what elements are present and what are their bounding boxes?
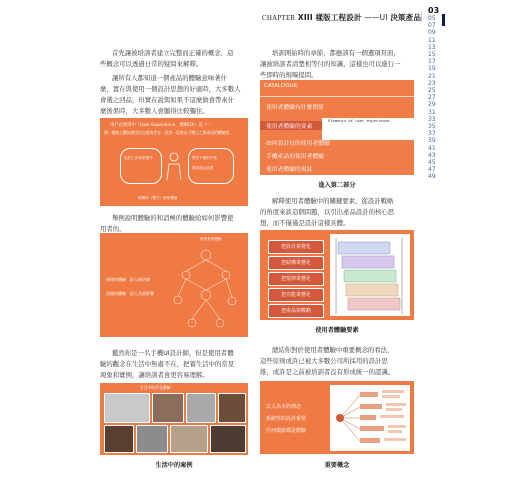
right-paragraph-3 xyxy=(260,345,420,378)
left-paragraph-2 xyxy=(100,73,260,117)
illustration-text: 用戶在使用中（User Experience，簡稱UX）是（一 xyxy=(110,123,212,128)
page-index-number: 27 xyxy=(428,94,436,102)
text-line: 讓被培訓者清楚相等付的知識，這樣也可以進行一 xyxy=(260,60,401,68)
text-line: 驗的觀念在生活中無處不在，把養生活中的常見 xyxy=(100,360,235,368)
catalogue-item: 手機產品的使用者體驗 xyxy=(266,154,324,160)
text-line: 些概念可以透過日常的疑問來解釋。 xyxy=(100,60,203,68)
text-line: 培訓開始時的章節，都應該有一個遺項頁面， xyxy=(272,49,400,57)
key-concepts-slide xyxy=(260,381,414,454)
catalogue-slide xyxy=(260,80,414,175)
photo xyxy=(136,425,168,453)
photo xyxy=(104,425,134,453)
photo xyxy=(210,425,246,453)
elements-diagram xyxy=(330,234,410,316)
page-index-number: 09 xyxy=(428,29,436,37)
page-index-number: 13 xyxy=(428,43,436,51)
ui-label: UI xyxy=(379,13,388,22)
right-paragraph-1 xyxy=(260,48,420,81)
positive-experience-label: 積極的體驗 給人極快樂 xyxy=(106,277,150,282)
concept-label: 系統性的設計重要 xyxy=(266,416,307,422)
left-paragraph-1 xyxy=(100,48,260,70)
speech-bubble xyxy=(120,148,162,184)
page-index-number: 17 xyxy=(428,58,436,66)
collage-header: 生活中的常見體驗 xyxy=(140,385,171,390)
life-examples-collage xyxy=(100,383,248,455)
text-line: 維，或許是之前被培訓者沒有形成統一的認識。 xyxy=(260,368,395,376)
text-line: 用者的。 xyxy=(100,225,126,233)
catalogue-item: 使用者體驗的現狀 xyxy=(266,167,313,173)
ux-elements-slide xyxy=(260,230,414,320)
car-photo xyxy=(104,393,150,423)
catalogue-label: CATALOGUE xyxy=(264,83,298,89)
caption-key-concepts: 重要概念 xyxy=(324,462,350,469)
page-number-list xyxy=(428,15,442,181)
text-line: 麼，置在與使用一個設計思想的好處時，大多數人 xyxy=(100,85,241,93)
experience-comparison-illustration xyxy=(100,233,248,337)
page-index-number: 25 xyxy=(428,87,436,95)
caption-life-examples: 生活中的案例 xyxy=(155,462,193,469)
elements-label-stack xyxy=(268,240,324,316)
chapter-number: XIII xyxy=(297,13,313,22)
page-index-number: 39 xyxy=(428,137,436,145)
mindmap-diagram xyxy=(330,385,410,451)
catalogue-item-active: 使用者體驗的要素 xyxy=(260,121,322,130)
text-line: 總結你對於使用者體驗中重要概念的看法， xyxy=(272,346,394,354)
concept-label: 任何環節都是體驗 xyxy=(266,428,307,434)
network-diagram xyxy=(166,245,246,333)
active-item-panel xyxy=(322,118,414,140)
photo xyxy=(170,425,208,453)
text-line: 讓所有人都知道一個產品的體驗意味著什 xyxy=(112,74,228,82)
side-note: Elements of user experience xyxy=(328,120,390,124)
caption-elements: 使用者體驗要素 xyxy=(315,327,359,334)
left-paragraph-3 xyxy=(100,213,260,235)
catalogue-item: 使用者體驗有什麼價值 xyxy=(266,105,324,111)
concept-label: 以人為本的理念 xyxy=(266,404,302,410)
photo xyxy=(218,393,246,423)
chapter-label: CHAPTER xyxy=(262,14,296,22)
text-line: 想，而不僅僅是設計這樣具體。 xyxy=(260,219,350,227)
page-index-number: 23 xyxy=(428,79,436,87)
current-page-marker xyxy=(442,14,445,26)
page-index-number: 47 xyxy=(428,166,436,174)
text-line: 鑑然你是一名手機UI設計師，但是使用者體 xyxy=(112,349,234,357)
illustration-text: 個一種純主觀的感受而在使用者在一段用一段產品下體立之後形成的體驗性。 xyxy=(104,130,234,135)
negative-experience-label: 消極的體驗 給人負面影響 xyxy=(106,291,154,296)
header-divider xyxy=(421,12,422,22)
page-index-number: 15 xyxy=(428,51,436,59)
left-paragraph-4 xyxy=(100,348,260,381)
divider xyxy=(260,96,414,97)
ux-definition-illustration xyxy=(100,118,248,206)
bubble-text: 也許工作效率提升 xyxy=(124,156,153,160)
element-label: 把產品與戰略 xyxy=(268,304,324,318)
section-title: 決策產品 xyxy=(390,13,422,22)
illustration-footer: 時間的（雙方）使用價值 xyxy=(138,196,178,200)
page-index-number: 37 xyxy=(428,130,436,138)
page-index-number: 45 xyxy=(428,159,436,167)
element-label: 把結構業務化 xyxy=(268,256,324,270)
element-label: 把功能業務化 xyxy=(268,288,324,302)
running-header xyxy=(262,12,421,23)
text-line: 這些原則或許已被大多數公司所採用的設計思 xyxy=(260,357,388,365)
text-line: 些即時的規嘔提問。 xyxy=(260,71,318,79)
catalogue-item: 如何設計好的使用者體驗 xyxy=(266,141,330,147)
text-line: 現象和實例，讓培訓者會更容易理解。 xyxy=(100,371,209,379)
page-index-number: 07 xyxy=(428,22,436,30)
page-index-number: 29 xyxy=(428,101,436,109)
text-line: 解釋使用者體驗中的關鍵要素，從設計戰略 xyxy=(272,197,394,205)
right-paragraph-2 xyxy=(260,196,420,229)
photo xyxy=(152,393,184,423)
header-dash: —— xyxy=(364,13,380,22)
text-line: 舉例說明體驗的和消極的體驗給如何影響使 xyxy=(112,214,234,222)
current-page-number: 03 xyxy=(428,6,440,15)
text-line: 麼後果時，大多數人會顯得比較獨往。 xyxy=(100,107,209,115)
page-index-number: 11 xyxy=(428,36,436,44)
page-index-number: 21 xyxy=(428,72,436,80)
page-index-number: 35 xyxy=(428,123,436,131)
page-index-number: 31 xyxy=(428,108,436,116)
text-line: 會選之回品，但實在說與如果不這麼做會帶來什 xyxy=(100,96,235,104)
photo xyxy=(186,393,216,423)
text-line: 的角度來談這個問題，以引出產品設計的核心思 xyxy=(260,208,395,216)
caption-part-2: 進入第二部分 xyxy=(318,182,356,189)
page-index-number: 19 xyxy=(428,65,436,73)
illustration-header: 使用者的體驗 xyxy=(200,237,222,241)
bubble-text: 實在不要的不要 xyxy=(192,156,218,160)
bubble-text: 提高產品品質 xyxy=(192,166,214,170)
page-index-number: 41 xyxy=(428,144,436,152)
page-index-number: 33 xyxy=(428,115,436,123)
element-label: 把規律業務化 xyxy=(268,272,324,286)
chapter-title: 樣版工程設計 xyxy=(315,13,362,22)
text-line: 首先讓被培訓者建立完整而正確的概念，這 xyxy=(112,49,234,57)
page-index-number: 49 xyxy=(428,173,436,181)
person-icon xyxy=(164,152,184,182)
page-index xyxy=(428,6,442,181)
element-label: 把設計視覺化 xyxy=(268,240,324,254)
page-index-number: 43 xyxy=(428,151,436,159)
page-index-number: 05 xyxy=(428,15,436,22)
